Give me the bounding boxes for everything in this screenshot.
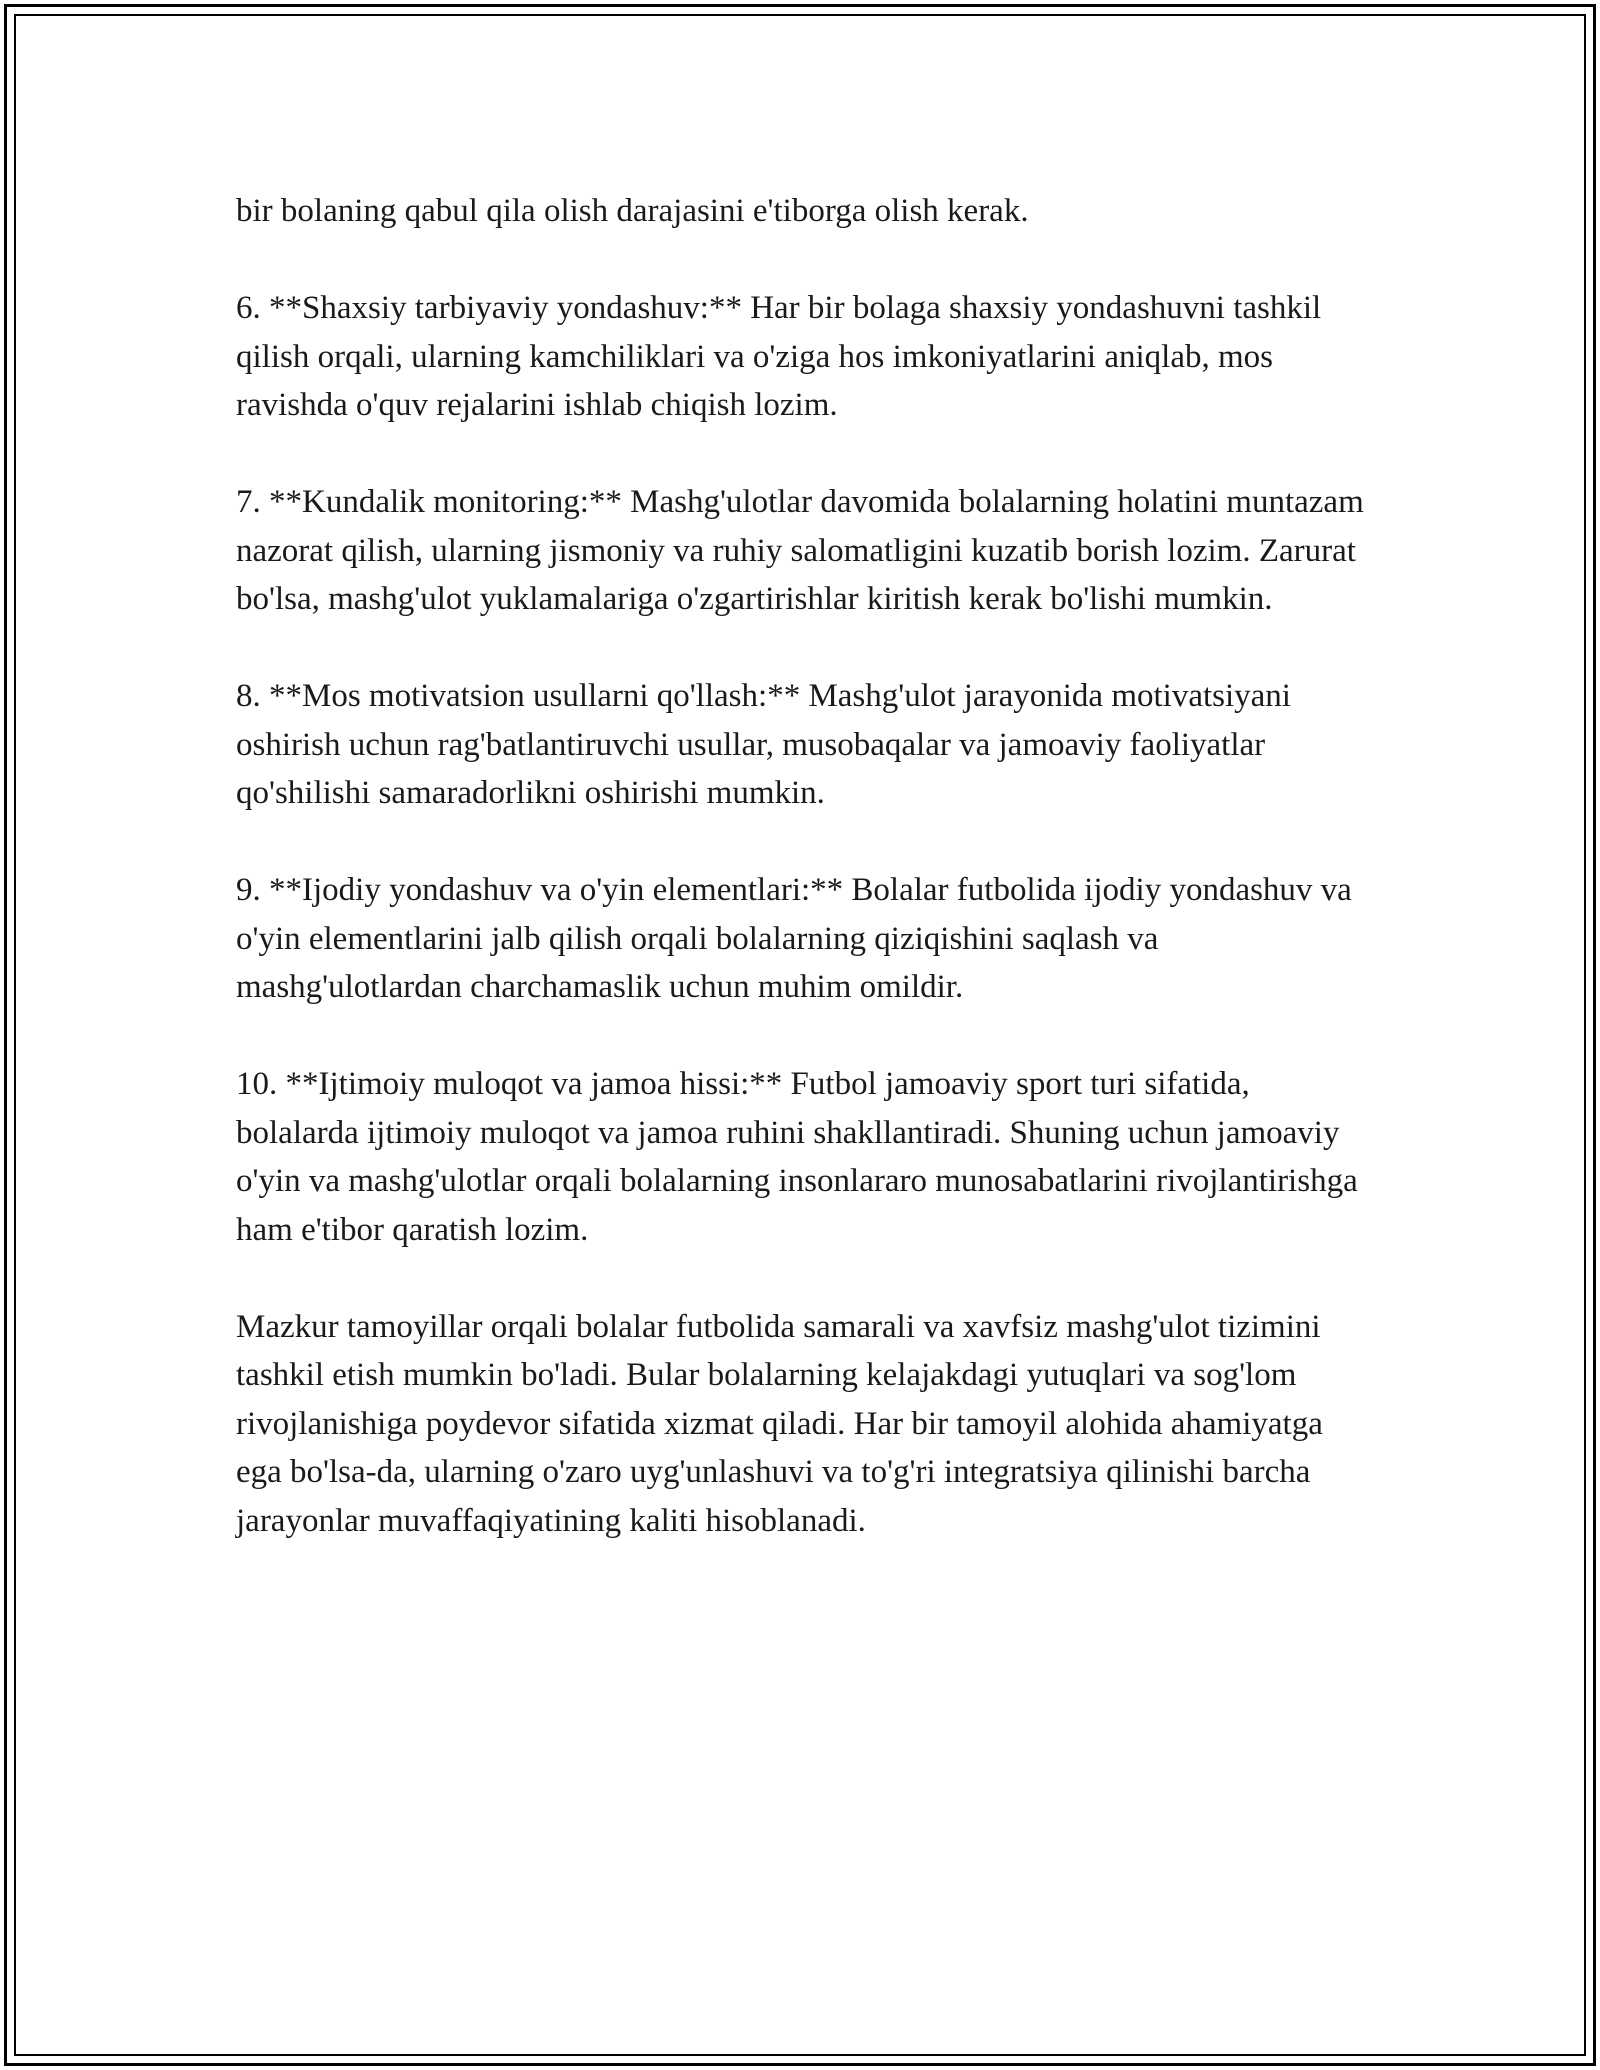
paragraph-continuation: bir bolaning qabul qila olish darajasini e'tiborga olish kerak.: [236, 193, 1029, 229]
paragraph-item-7: 7. **Kundalik monitoring:** Mashg'ulotlar davomida bolalarning holatini muntazam nazorat qilish, ularning jismoniy va ruhiy salomatligini kuzatib borish lozim. Zarurat bo'lsa, mashg'ulot yuklamalariga o'zgartirishlar kiritish kerak bo'lishi mumkin.: [236, 484, 1364, 617]
document-body: [236, 187, 1376, 1594]
paragraph-item-9: 9. **Ijodiy yondashuv va o'yin elementlari:** Bolalar futbolida ijodiy yondashuv va o'yin elementlarini jalb qilish orqali bolalarning qiziqishini saqlash va mashg'ulotlardan charchamaslik uchun muhim omildir.: [236, 872, 1352, 1005]
paragraph-item-8: 8. **Mos motivatsion usullarni qo'llash:** Mashg'ulot jarayonida motivatsiyani oshirish uchun rag'batlantiruvchi usullar, musobaqalar va jamoaviy faoliyatlar qo'shilishi samaradorlikni oshirishi mumkin.: [236, 678, 1291, 811]
paragraph-item-10: 10. **Ijtimoiy muloqot va jamoa hissi:** Futbol jamoaviy sport turi sifatida, bolalarda ijtimoiy muloqot va jamoa ruhini shakllantiradi. Shuning uchun jamoaviy o'yin va mashg'ulotlar orqali bolalarning insonlararo munosabatlarini rivojlantirishga ham e'tibor qaratish lozim.: [236, 1066, 1358, 1248]
paragraph-item-6: 6. **Shaxsiy tarbiyaviy yondashuv:** Har bir bolaga shaxsiy yondashuvni tashkil qilish orqali, ularning kamchiliklari va o'ziga hos imkoniyatlarini aniqlab, mos ravishda o'quv rejalarini ishlab chiqish lozim.: [236, 290, 1322, 423]
paragraph-conclusion: Mazkur tamoyillar orqali bolalar futbolida samarali va xavfsiz mashg'ulot tizimini tashkil etish mumkin bo'ladi. Bular bolalarning kelajakdagi yutuqlari va sog'lom rivojlanishiga poydevor sifatida xizmat qiladi. Har bir tamoyil alohida ahamiyatga ega bo'lsa-da, ularning o'zaro uyg'unlashuvi va to'g'ri integratsiya qilinishi barcha jarayonlar muvaffaqiyatining kaliti hisoblanadi.: [236, 1308, 1323, 1539]
